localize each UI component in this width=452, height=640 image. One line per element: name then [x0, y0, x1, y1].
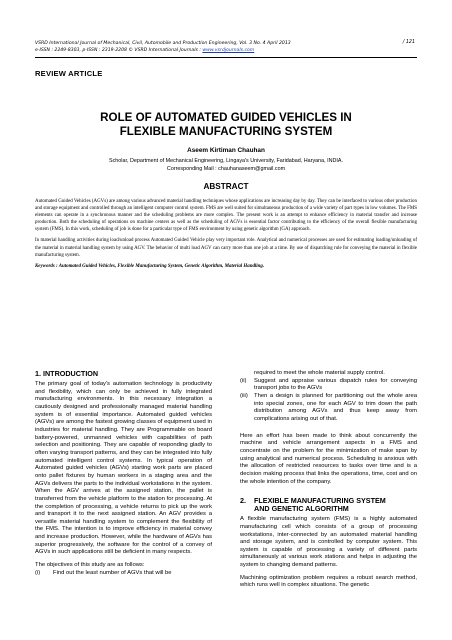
objective-item	[240, 378, 417, 393]
author-affiliation: Scholar, Department of Mechanical Engineering, Lingaya's University, Faridabad, Haryana, INDIA.	[108, 158, 344, 164]
author-email: Corresponding Mail : chauhanaseem@gmail.com	[166, 166, 286, 172]
objective-marker: (i)	[35, 569, 41, 576]
section-2-title-line-2: AND GENETIC ALGORITHM	[254, 504, 349, 514]
objective-text-continued: required to meet the whole material supply control.	[254, 370, 385, 376]
intro-paragraph-1: The primary goal of today's automation technology is productivity and flexibility, which can only be achieved in fully integrated manufacturing environments. In this necessary integration a cautiously designed and professionally managed material handling system is of essential importance. Automated guided vehicles (AGVs) are among the fastest growing classes of equipment used in industries for material handling. They are Programmable on board battery-powered, unmanned vehicles with capabilities of path selection and positioning. They are capable of responding gladly to often varying transport patterns, and they can be integrated into fully automated intelligent control systems. In typical operation of Automated guided vehicles (AGVs) starting work parts are placed onto pallet fixtures by human workers in a staging area and the AGVs delivers the parts to the individual workstations in the system. When the AGV arrives at the assigned station, the pallet is transferred from the vehicle platform to the station for processing. At the completion of processing, a vehicle returns to pick up the work and transport it to the next assigned station. An AGV provides a versatile material handling system to complement the flexibility of the FMS. The intention is to improve efficiency in material convey and increase production. However, while the hardware of AGVs has superior progressively, the software for the control of a convey of AGVs in such applications still be deficient in many respects.	[35, 381, 212, 556]
author-name: Aseem Kirtiman Chauhan	[187, 147, 265, 154]
abstract-body	[35, 198, 417, 274]
journal-citation: VSRD International Journal of Mechanical, Civil, Automobile and Production Engineering, Vol. 3 No. 4 April 2013	[35, 41, 291, 46]
article-type-label: REVIEW ARTICLE	[35, 69, 103, 78]
objective-item	[240, 393, 417, 424]
header-divider	[35, 57, 417, 58]
left-column	[35, 370, 212, 577]
section-1-heading: 1. INTRODUCTION	[35, 369, 99, 378]
paper-title	[60, 111, 392, 139]
objective-marker: (iii)	[240, 392, 248, 399]
title-line-2: FLEXIBLE MANUFACTURING SYSTEM	[119, 125, 333, 138]
objective-item-continued	[240, 370, 417, 378]
section-2-heading	[240, 497, 417, 513]
right-column	[240, 370, 417, 595]
title-line-1: ROLE OF AUTOMATED GUIDED VEHICLES IN	[100, 111, 352, 124]
objective-text: Find out the least number of AGVs that will be	[53, 569, 172, 576]
keywords-label: Keywords :	[35, 263, 59, 269]
objectives-intro: The objectives of this study are as follows:	[35, 562, 145, 569]
journal-header	[35, 40, 415, 54]
fms-paragraph-1: A flexible manufacturing system (FMS) is a highly automated manufacturing cell which consists of a group of processing workstations, inter-connected by an automated material handling and storage system, and is controlled by computer system. This system is capable of processing a variety of different parts simultaneously at various work stations and helps in adjusting the system to changing demand patterns.	[240, 516, 417, 569]
abstract-paragraph-1: Automated Guided Vehicles (AGVs) are among various advanced material handling techniques whose applications are increasing day by day. They can be interfaced to various other production and storage equipment and controlled through an intelligent computer control system. FMS are well suited for simultaneous production of a wide variety of part types in low volumes. The FMS elements can operate in a synchronous manner and the scheduling problems are more complex. The present work is an attempt to enhance efficiency in material transfer and increase production. Both the scheduling of operations on machine centers as well as the scheduling of AGVs is essential factor contributing to the efficiency of the overall flexible manufacturing system (FMS). In this work, scheduling of job is done for a particular type of FMS environment by using genetic algorithm (GA) approach.	[35, 199, 417, 233]
section-2-number: 2.	[240, 496, 246, 506]
objective-marker: (ii)	[240, 377, 247, 384]
objective-item	[35, 570, 212, 578]
journal-website-link[interactable]: www.vsrdjournals.com	[202, 48, 255, 53]
author-info	[0, 157, 452, 173]
objective-marker-spacer	[240, 370, 254, 378]
objective-text: Suggest and appraise various dispatch rules for conveying transport jobs to the AGVs	[254, 377, 417, 392]
section-2-title	[254, 497, 417, 513]
abstract-paragraph-2: In material handling activities during load/unload process Automated Guided Vehicle play very important role. Analytical and numerical processes are used for estimating loading/unloading of the material in material handling system by using AGV. The behavior of multi load AGV can carry more than one job at a time. By use of dispatching rule for conveying the material in flexible manufacturing system.	[35, 238, 417, 258]
issn-text: e-ISSN : 2249-8303, p-ISSN : 2319-2208 © VSRD International Journals :	[35, 48, 203, 53]
objective-text: Then a design is planned for partitioning out the whole area into special zones, one for each AGV to trim down the path distribution among AGVs and thus keep away from complications arising out of that.	[254, 392, 417, 422]
section-2-title-line-1: FLEXIBLE MANUFACTURING SYSTEM	[254, 496, 386, 506]
journal-issn	[35, 47, 415, 54]
abstract-heading: ABSTRACT	[203, 182, 249, 191]
keywords-text: Automated Guided Vehicles, Flexible Manufacturing System, Genetic Algorithm, Material Handling.	[58, 263, 265, 269]
intro-paragraph-3: Here an effort has been made to think about concurrently the machine and vehicle arrangement aspects in a FMS and concentrate on the problem for the minimization of make span by using analytical and numerical process. Scheduling is anxious with the allocation of restricted resources to tasks over time and is a decision making process that links the operations, time, cost and on the whole intention of the company.	[240, 432, 417, 485]
keywords	[35, 263, 417, 270]
page-number: / 121	[402, 40, 415, 45]
fms-paragraph-2: Machining optimization problem requires a robust search method, which runs well in complex situations. The genetic	[240, 574, 417, 589]
